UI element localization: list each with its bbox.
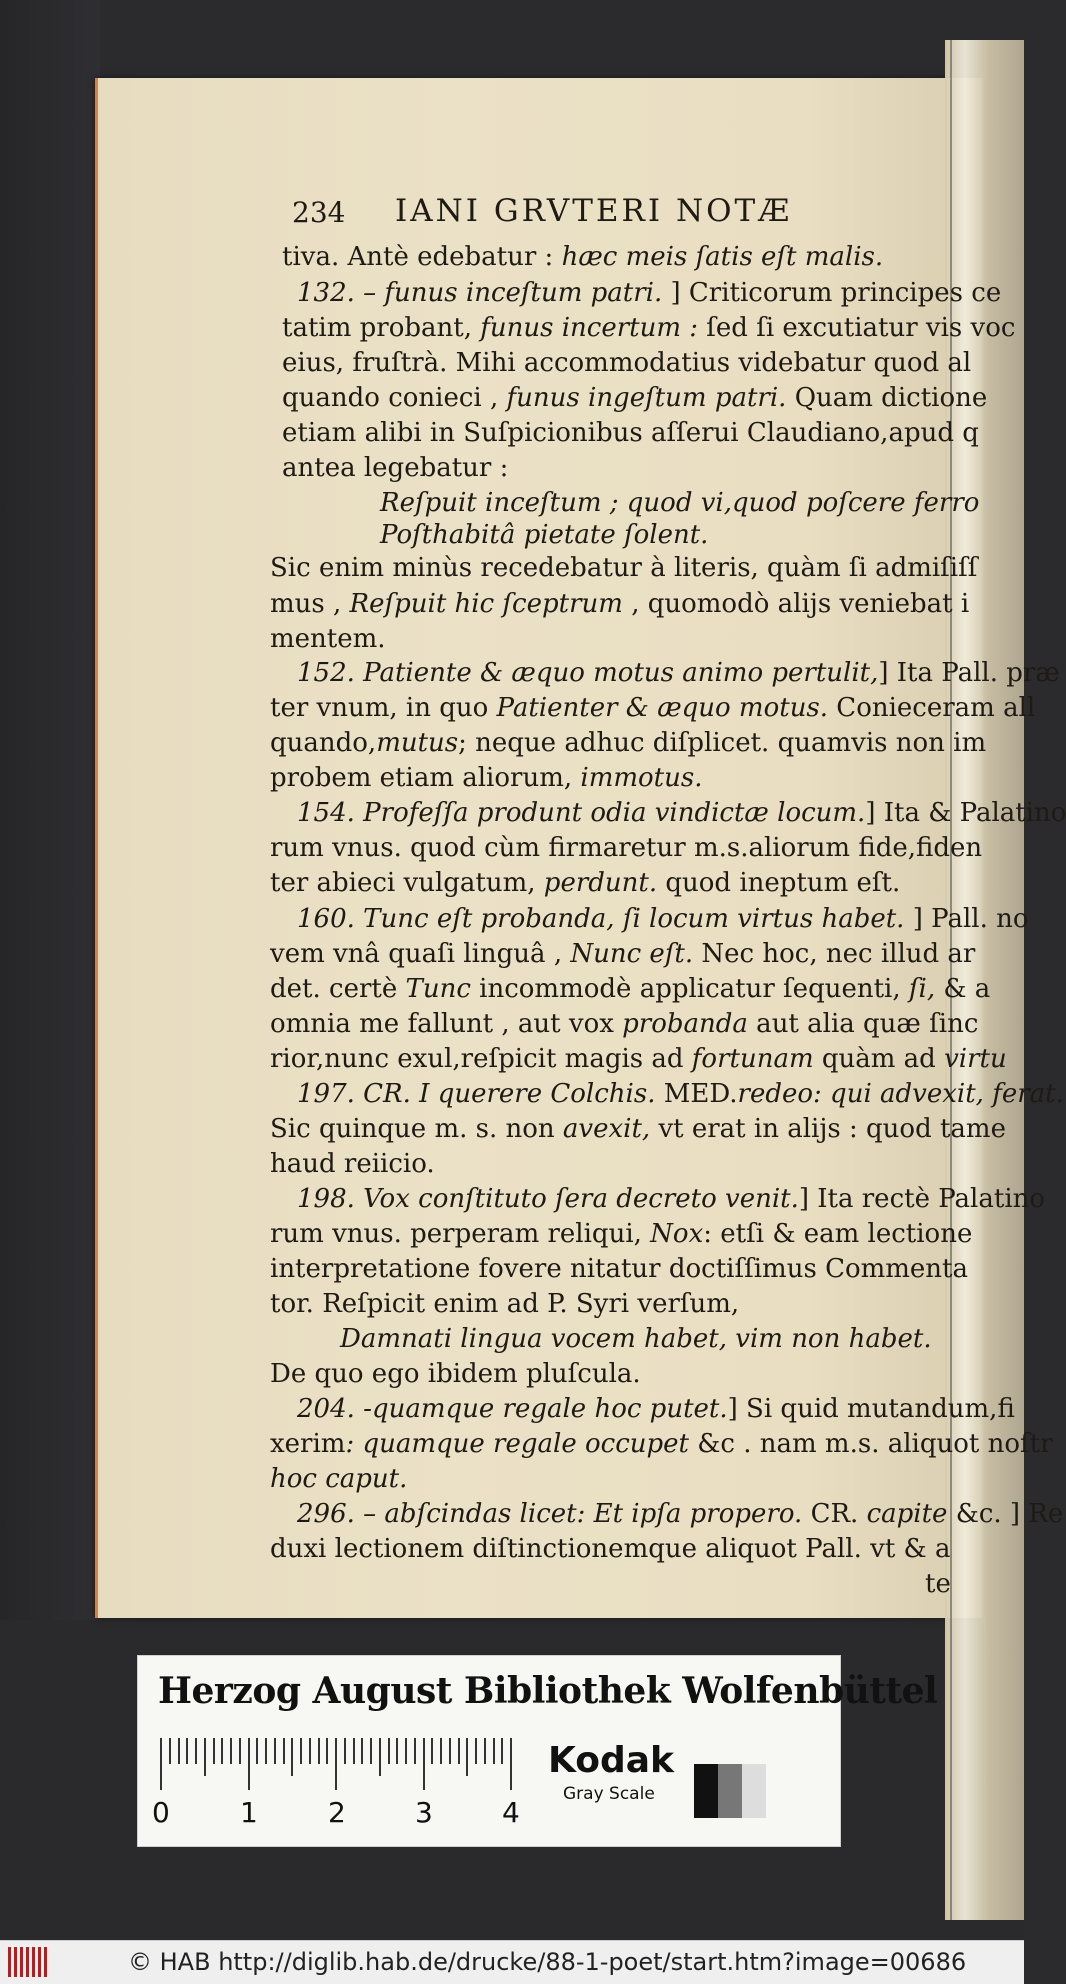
text-segment: mus , — [270, 589, 350, 619]
ruler-number-2: 2 — [328, 1796, 346, 1829]
ruler-number-1: 1 — [240, 1796, 258, 1829]
text-segment: ſed ſi excutiatur vis voc — [698, 313, 1016, 343]
ruler-tick — [283, 1738, 285, 1764]
text-line — [380, 486, 979, 520]
text-segment: Sic enim minùs recedebatur à literis, quàm ſi admiſiſſ — [270, 553, 978, 583]
text-line — [270, 1357, 641, 1391]
text-segment: capite — [866, 1499, 948, 1529]
ruler-tick — [326, 1738, 328, 1764]
ruler-tick — [291, 1738, 293, 1776]
text-line — [270, 1532, 950, 1566]
text-segment: rior,nunc exul,reſpicit magis ad — [270, 1044, 692, 1074]
text-line — [270, 1112, 1006, 1146]
ruler-tick — [493, 1738, 495, 1764]
ruler-tick — [256, 1738, 258, 1764]
ruler-tick — [221, 1738, 223, 1764]
text-segment: quod ineptum eſt. — [657, 868, 901, 898]
text-segment: ] Pall. no — [904, 904, 1029, 934]
text-segment: eius, fruſtrà. Mihi accommodatius videbatur quod al — [282, 348, 972, 378]
text-line — [282, 381, 987, 415]
text-segment: : quamque regale occupet — [345, 1429, 689, 1459]
ruler-tick — [274, 1738, 276, 1764]
ruler-tick — [265, 1738, 267, 1764]
text-segment: vt erat in alijs : quod tame — [650, 1114, 1006, 1144]
ruler-tick — [370, 1738, 372, 1764]
ruler-number-4: 4 — [502, 1796, 520, 1829]
ruler-tick — [248, 1738, 250, 1790]
text-segment: redeo: qui advexit, ferat. — [737, 1079, 1064, 1109]
text-line — [270, 1217, 972, 1251]
text-line — [270, 937, 975, 971]
text-line — [282, 311, 1015, 345]
ruler-tick — [309, 1738, 311, 1764]
text-segment: omnia me fallunt , aut vox — [270, 1009, 623, 1039]
text-line — [270, 1427, 1053, 1461]
text-segment: CR. — [802, 1499, 867, 1529]
text-line — [297, 276, 1001, 310]
text-segment: Poſthabitâ pietate ſolent. — [380, 520, 709, 550]
text-segment: quando, — [270, 728, 377, 758]
ruler-tick — [396, 1738, 398, 1764]
text-line — [282, 240, 883, 274]
text-line — [297, 1392, 1015, 1426]
text-segment: Patienter & æquo motus. — [496, 693, 829, 723]
text-segment: : etſi & eam lectione — [703, 1219, 973, 1249]
text-segment: avexit, — [562, 1114, 651, 1144]
ruler-tick — [440, 1738, 442, 1764]
ruler-tick — [449, 1738, 451, 1764]
ruler-tick — [230, 1738, 232, 1764]
text-segment: vem vnâ quaſi linguâ , — [270, 939, 571, 969]
text-segment: probem etiam aliorum, — [270, 763, 581, 793]
text-segment: mutus — [376, 728, 459, 758]
ruler-tick — [169, 1738, 171, 1764]
ruler-tick — [353, 1738, 355, 1764]
text-segment: incommodè applicatur ſequenti, — [470, 974, 909, 1004]
text-line — [270, 1252, 968, 1286]
ruler-tick — [510, 1738, 512, 1790]
text-segment: antea legebatur : — [282, 453, 509, 483]
text-segment: ] Criticorum principes ce — [670, 278, 1002, 308]
text-segment: &c . nam m.s. aliquot noſtr — [689, 1429, 1053, 1459]
ruler-tick — [423, 1738, 425, 1790]
text-segment: ſi, — [908, 974, 936, 1004]
ruler-tick — [195, 1738, 197, 1764]
text-segment: Nox — [650, 1219, 704, 1249]
footer-link[interactable]: © HAB http://diglib.hab.de/drucke/88-1-poet/start.htm?image=00686 — [128, 1948, 967, 1976]
ruler-tick — [501, 1738, 503, 1764]
text-segment: haud reiicio. — [270, 1149, 435, 1179]
text-line — [270, 761, 702, 795]
text-segment: 197. CR. — [297, 1079, 420, 1109]
text-line — [270, 1042, 1007, 1076]
text-segment: probanda — [622, 1009, 748, 1039]
text-segment: ; neque adhuc diſplicet. quamvis non im — [458, 728, 987, 758]
text-segment: fortunam — [691, 1044, 814, 1074]
ruler-tick — [318, 1738, 320, 1764]
text-line — [282, 416, 979, 450]
ruler-tick — [458, 1738, 460, 1764]
page-number: 234 — [292, 196, 346, 229]
text-segment: rum vnus. perperam reliqui, — [270, 1219, 651, 1249]
text-line — [270, 1287, 739, 1321]
text-segment: ] Ita & Palatino — [865, 798, 1066, 828]
ruler-tick — [466, 1738, 468, 1776]
text-segment: &c. ] Re — [947, 1499, 1064, 1529]
text-segment: te — [925, 1569, 951, 1599]
text-segment: hæc meis ſatis eſt malis. — [561, 242, 884, 272]
ruler-tick — [414, 1738, 416, 1764]
text-segment: xerim — [270, 1429, 346, 1459]
text-segment: hoc caput. — [270, 1464, 408, 1494]
page-text — [95, 0, 1066, 1620]
text-segment: 152. Patiente & æquo motus animo pertulit, — [297, 658, 879, 688]
text-segment: 204. -quamque regale hoc putet. — [297, 1394, 728, 1424]
text-line — [297, 1497, 1063, 1531]
ruler-tick — [484, 1738, 486, 1764]
text-segment: funus incertum : — [480, 313, 699, 343]
text-line — [297, 1182, 1045, 1216]
text-segment: det. certè — [270, 974, 406, 1004]
ruler-tick — [361, 1738, 363, 1764]
text-line — [270, 587, 969, 621]
text-segment: 198. Vox conſtituto ſera decreto venit. — [297, 1184, 799, 1214]
text-segment: , quomodò alijs veniebat i — [622, 589, 970, 619]
text-segment: immotus. — [580, 763, 703, 793]
ruler-tick — [186, 1738, 188, 1764]
text-line — [297, 1077, 1064, 1111]
text-segment: ] Ita Pall. præ — [878, 658, 1060, 688]
text-line — [270, 726, 986, 760]
text-segment: mentem. — [270, 624, 386, 654]
text-line — [270, 972, 990, 1006]
text-segment: Reſpuit inceſtum ; quod vi,quod poſcere ferro — [380, 488, 980, 518]
text-line — [297, 656, 1060, 690]
text-segment: duxi lectionem diſtinctionemque aliquot Pall. vt & a — [270, 1534, 951, 1564]
text-segment: & a — [935, 974, 991, 1004]
text-line — [270, 866, 900, 900]
text-segment: Tunc — [405, 974, 471, 1004]
text-segment: tatim probant, — [282, 313, 481, 343]
text-segment: I querere Colchis. — [419, 1079, 656, 1109]
text-segment: ] Si quid mutandum,fi — [727, 1394, 1015, 1424]
text-line — [340, 1322, 932, 1356]
footer-bar — [0, 1940, 1024, 1984]
text-line — [270, 831, 982, 865]
text-segment: quàm ad — [813, 1044, 945, 1074]
text-line — [270, 551, 977, 585]
ruler-tick — [475, 1738, 477, 1764]
text-line — [282, 451, 508, 485]
ruler-number-3: 3 — [415, 1796, 433, 1829]
text-segment: Nunc eſt. — [570, 939, 694, 969]
text-segment: quando conieci , — [282, 383, 507, 413]
text-line — [282, 346, 971, 380]
running-head: IANI GRVTERI NOTÆ — [395, 193, 793, 229]
text-segment: Damnati lingua vocem habet, vim non habet. — [340, 1324, 932, 1354]
text-segment: ter abieci vulgatum, — [270, 868, 544, 898]
kodak-logo: Kodak — [548, 1740, 674, 1781]
ruler-tick — [204, 1738, 206, 1776]
ruler-tick — [405, 1738, 407, 1764]
text-segment: aut alia quæ ſinc — [747, 1009, 979, 1039]
ruler-tick — [178, 1738, 180, 1764]
text-segment: rum vnus. quod cùm firmaretur m.s.aliorum fide,fiden — [270, 833, 983, 863]
text-segment: Quam dictione — [786, 383, 988, 413]
text-segment: MED. — [655, 1079, 738, 1109]
ruler-number-0: 0 — [152, 1796, 170, 1829]
ruler-tick — [431, 1738, 433, 1764]
text-segment: 132. – funus inceſtum patri. — [297, 278, 671, 308]
text-line — [270, 691, 1035, 725]
text-segment: 160. Tunc eſt probanda, ſi locum virtus habet. — [297, 904, 905, 934]
text-line — [270, 1007, 978, 1041]
text-line — [270, 622, 386, 656]
text-segment: De quo ego ibidem pluſcula. — [270, 1359, 641, 1389]
text-segment: Sic quinque m. s. non — [270, 1114, 563, 1144]
text-segment: 296. – abſcindas licet: Et ipſa propero. — [297, 1499, 803, 1529]
text-segment: 154. Profeſſa produnt odia vindictæ locum. — [297, 798, 866, 828]
ruler-tick — [239, 1738, 241, 1764]
text-segment: etiam alibi in Suſpicionibus aſſerui Claudiano,apud q — [282, 418, 979, 448]
ruler-tick — [344, 1738, 346, 1764]
text-segment: funus ingeſtum patri. — [506, 383, 787, 413]
text-segment: virtu — [944, 1044, 1007, 1074]
ruler-tick — [213, 1738, 215, 1764]
text-segment: Reſpuit hic ſceptrum — [349, 589, 623, 619]
ruler-tick — [379, 1738, 381, 1776]
text-segment: tiva. Antè edebatur : — [282, 242, 562, 272]
ruler-tick — [388, 1738, 390, 1764]
gray-scale-caption: Gray Scale — [563, 1784, 655, 1804]
text-line — [270, 1462, 407, 1496]
text-line — [380, 518, 708, 552]
text-line — [297, 902, 1029, 936]
text-segment: ] Ita rectè Palatino — [798, 1184, 1046, 1214]
ruler-tick — [160, 1738, 162, 1790]
text-segment: interpretatione fovere nitatur doctiſſimus Commenta — [270, 1254, 969, 1284]
text-segment: ter vnum, in quo — [270, 693, 497, 723]
text-segment: tor. Reſpicit enim ad P. Syri verſum, — [270, 1289, 740, 1319]
ruler-tick — [300, 1738, 302, 1764]
text-segment: Nec hoc, nec illud ar — [693, 939, 976, 969]
library-title: Herzog August Bibliothek Wolfenbüttel — [158, 1670, 938, 1712]
text-segment: Conieceram all — [828, 693, 1036, 723]
text-line — [297, 796, 1066, 830]
ruler-tick — [335, 1738, 337, 1790]
text-segment: perdunt. — [543, 868, 658, 898]
library-label — [137, 1655, 938, 1847]
gray-swatch — [694, 1764, 766, 1818]
text-line — [270, 1147, 435, 1181]
text-line — [925, 1567, 951, 1601]
hab-logo-icon — [8, 1947, 48, 1977]
